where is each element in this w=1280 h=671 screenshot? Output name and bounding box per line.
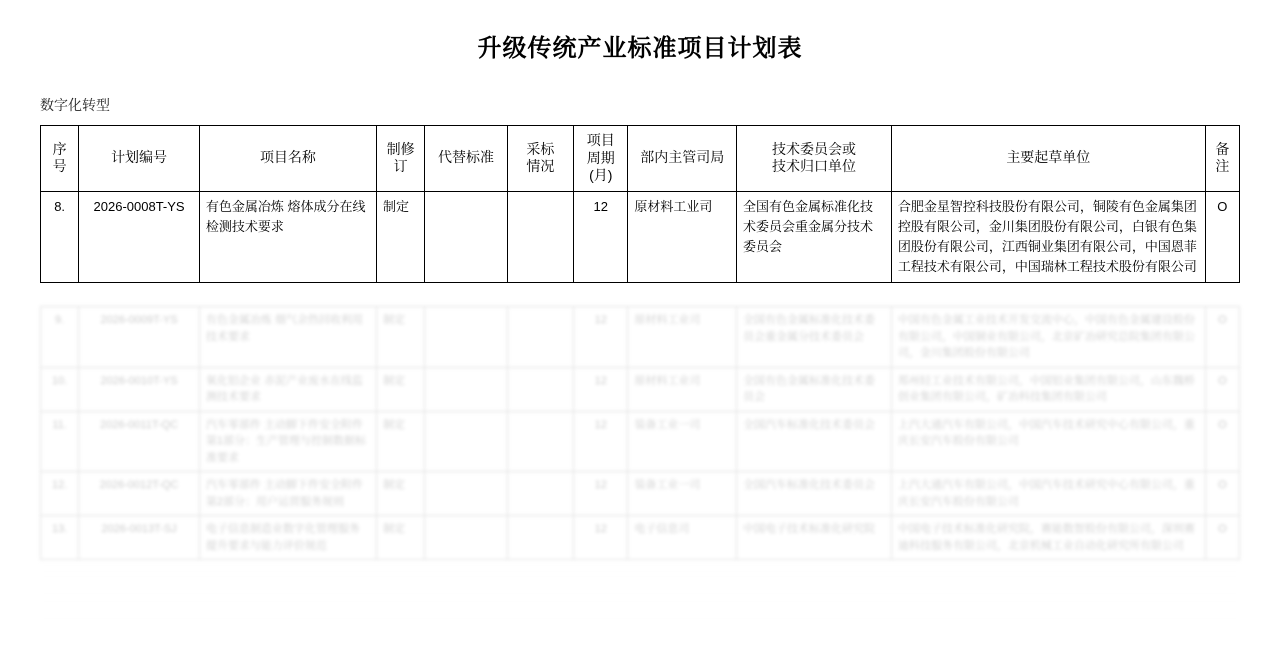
cell-period: 12 [574,516,628,560]
cell-adopt [507,307,573,368]
cell-remark: O [1205,472,1239,516]
faded-table-body [41,307,1240,560]
cell-no: 11. [41,411,79,472]
bottom-fade-overlay [40,556,1240,626]
cell-no: 10. [41,367,79,411]
cell-drafter: 上汽大通汽车有限公司，中国汽车技术研究中心有限公司，重庆长安汽车股份有限公司 [891,411,1205,472]
column-header-no-line2: 号 [52,158,67,175]
column-header-bureau: 部内主管司局 [628,126,737,192]
column-header-code: 计划编号 [79,126,200,192]
cell-name: 汽车零部件 主动脚下件安全附件 第2部分：用户运营服务规则 [199,472,376,516]
cell-name: 氧化铝企业 赤泥产业废水在线监测技术要求 [199,367,376,411]
cell-adopt [507,191,573,283]
cell-bureau: 原材料工业司 [628,307,737,368]
cell-adopt [507,472,573,516]
table-header-row [41,126,1240,192]
faded-plan-table [40,306,1240,560]
cell-committee: 全国汽车标准化技术委员会 [737,411,892,472]
column-header-no-line1: 序 [52,140,67,157]
column-header-adopt-line1: 采标 [526,140,555,157]
cell-code: 2026-0010T-YS [79,367,200,411]
cell-type: 制定 [376,191,424,283]
cell-remark: O [1205,411,1239,472]
cell-period: 12 [574,367,628,411]
column-header-committee-line2: 技术归口单位 [771,158,856,175]
column-header-remark-line2: 注 [1215,158,1230,175]
cell-remark: O [1205,367,1239,411]
cell-committee: 中国电子技术标准化研究院 [737,516,892,560]
cell-drafter: 中国有色金属工业技术开发交流中心，中国有色金属建设股份有限公司，中国铜业有限公司，北京矿冶研究总院集团有限公司，金川集团股份有限公司 [891,307,1205,368]
cell-bureau: 原材料工业司 [628,367,737,411]
table-row [41,191,1240,283]
table-row [41,472,1240,516]
table-row [41,516,1240,560]
cell-name: 有色金属冶炼 熔体成分在线检测技术要求 [199,191,376,283]
page-title: 升级传统产业标准项目计划表 [477,36,803,62]
column-header-replace: 代替标准 [425,126,507,192]
cell-code: 2026-0008T-YS [79,191,200,283]
cell-remark: O [1205,307,1239,368]
cell-replace [425,191,507,283]
cell-type: 制定 [376,307,424,368]
column-header-adopt-line2: 情况 [526,158,555,175]
cell-remark: O [1205,516,1239,560]
cell-period: 12 [574,191,628,283]
plan-table-container [40,125,1240,283]
cell-drafter: 合肥金星智控科技股份有限公司，铜陵有色金属集团控股有限公司，金川集团股份有限公司，白银有色集团股份有限公司，江西铜业集团有限公司，中国恩菲工程技术有限公司，中国瑞林工程技术股份有限公司 [891,191,1205,283]
cell-code: 2026-0011T-QC [79,411,200,472]
cell-type: 制定 [376,472,424,516]
column-header-remark-line1: 备 [1215,140,1230,157]
cell-code: 2026-0013T-SJ [79,516,200,560]
cell-code: 2026-0012T-QC [79,472,200,516]
cell-no: 12. [41,472,79,516]
column-header-no [41,126,79,192]
cell-replace [425,472,507,516]
table-row [41,307,1240,368]
section-label: 数字化转型 [40,97,110,113]
cell-drafter: 郑州轻工业技术有限公司，中国铝业集团有限公司，山东魏桥创业集团有限公司，矿冶科技集团有限公司 [891,367,1205,411]
table-row [41,367,1240,411]
column-header-period-line1: 项目 [586,132,615,148]
cell-period: 12 [574,411,628,472]
cell-type: 制定 [376,516,424,560]
cell-adopt [507,367,573,411]
column-header-drafter: 主要起草单位 [891,126,1205,192]
cell-bureau: 电子信息司 [628,516,737,560]
cell-committee: 全国有色金属标准化技术委员会重金属分技术委员会 [737,307,892,368]
cell-no: 8. [41,191,79,283]
column-header-committee-line1: 技术委员会或 [771,140,856,157]
cell-bureau: 装备工业一司 [628,472,737,516]
cell-type: 制定 [376,411,424,472]
cell-replace [425,516,507,560]
table-row [41,411,1240,472]
cell-no: 9. [41,307,79,368]
cell-name: 汽车零部件 主动脚下件安全附件 第1部分：生产管理与控制数据标准要求 [199,411,376,472]
cell-replace [425,367,507,411]
cell-no: 13. [41,516,79,560]
plan-table [40,125,1240,283]
cell-name: 有色金属冶炼 烟气余热回收利用技术要求 [199,307,376,368]
cell-committee: 全国有色金属标准化技术委员会重金属分技术委员会 [737,191,892,283]
cell-committee: 全国汽车标准化技术委员会 [737,472,892,516]
column-header-type-line1: 制修 [386,140,415,157]
cell-drafter: 中国电子技术标准化研究院，赛能数智股份有限公司，深圳赛迪科技服务有限公司，北京机械工业自动化研究所有限公司 [891,516,1205,560]
cell-period: 12 [574,307,628,368]
cell-adopt [507,411,573,472]
cell-period: 12 [574,472,628,516]
document-page [0,28,1280,671]
cell-replace [425,411,507,472]
cell-code: 2026-0009T-YS [79,307,200,368]
column-header-adopt [507,126,573,192]
cell-drafter: 上汽大通汽车有限公司，中国汽车技术研究中心有限公司，重庆长安汽车股份有限公司 [891,472,1205,516]
cell-replace [425,307,507,368]
cell-committee: 全国有色金属标准化技术委员会 [737,367,892,411]
cell-adopt [507,516,573,560]
column-header-type [376,126,424,192]
column-header-name: 项目名称 [199,126,376,192]
faded-rows-region [40,306,1240,626]
cell-remark: O [1205,191,1239,283]
cell-bureau: 原材料工业司 [628,191,737,283]
column-header-remark [1205,126,1239,192]
cell-type: 制定 [376,367,424,411]
table-body [41,191,1240,283]
table-header [41,126,1240,192]
column-header-period-line2: 周期 [586,149,615,166]
column-header-period [574,126,628,192]
column-header-period-line3: (月) [589,167,613,183]
column-header-committee [737,126,892,192]
cell-bureau: 装备工业一司 [628,411,737,472]
column-header-type-line2: 订 [393,158,408,175]
cell-name: 电子信息制造业数字化管理服务提升要求与能力评价规范 [199,516,376,560]
